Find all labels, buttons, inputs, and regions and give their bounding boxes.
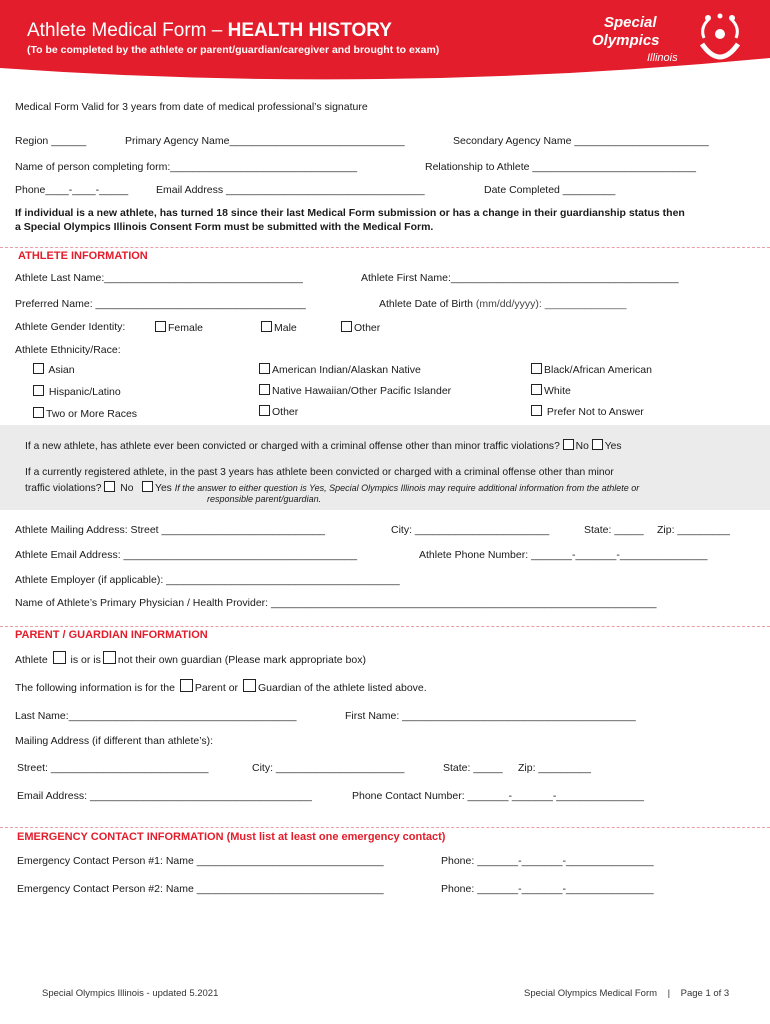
logo-line-3: Illinois bbox=[647, 52, 678, 64]
mailing-zip-field[interactable]: Zip: _________ bbox=[657, 524, 730, 536]
checkbox-icon[interactable] bbox=[33, 407, 44, 418]
emergency-phone-1-field[interactable]: Phone: _______-_______-_______________ bbox=[441, 855, 654, 867]
checkbox-icon[interactable] bbox=[531, 405, 542, 416]
header-banner bbox=[0, 0, 770, 82]
criminal-question-2-line-1: If a currently registered athlete, in the past 3 years has athlete been convicted or charged with a criminal offense other than minor bbox=[25, 467, 614, 478]
emergency-person-2-field[interactable]: Emergency Contact Person #2: Name ________________________________ bbox=[17, 883, 384, 895]
date-completed-field[interactable]: Date Completed _________ bbox=[484, 184, 616, 196]
ethnicity-label: Athlete Ethnicity/Race: bbox=[15, 344, 121, 356]
checkbox-icon[interactable] bbox=[155, 321, 166, 332]
guardian-state-field[interactable]: State: _____ bbox=[443, 762, 503, 774]
athlete-section-heading: ATHLETE INFORMATION bbox=[18, 250, 148, 262]
checkbox-icon[interactable] bbox=[259, 384, 270, 395]
emergency-phone-2-field[interactable]: Phone: _______-_______-_______________ bbox=[441, 883, 654, 895]
guardian-zip-field[interactable]: Zip: _________ bbox=[518, 762, 591, 774]
ethnicity-asian-option[interactable]: Asian bbox=[33, 363, 75, 376]
checkbox-icon[interactable] bbox=[180, 679, 193, 692]
guardian-street-field[interactable]: Street: ___________________________ bbox=[17, 762, 209, 774]
criminal-question-1: If a new athlete, has athlete ever been convicted or charged with a criminal offense other than minor traffic violations? No Yes bbox=[25, 441, 622, 452]
person-completing-field[interactable]: Name of person completing form:________________________________ bbox=[15, 161, 358, 173]
checkbox-icon[interactable] bbox=[33, 363, 44, 374]
guardian-email-field[interactable]: Email Address: ______________________________________ bbox=[17, 790, 312, 802]
logo-line-2: Olympics bbox=[592, 32, 660, 49]
gender-label: Athlete Gender Identity: bbox=[15, 321, 126, 333]
ethnicity-white-option[interactable]: White bbox=[531, 384, 571, 397]
guardian-phone-field[interactable]: Phone Contact Number: _______-_______-_______________ bbox=[352, 790, 644, 802]
gender-female-option[interactable]: Female bbox=[155, 321, 203, 334]
checkbox-icon[interactable] bbox=[563, 439, 574, 450]
form-title: Athlete Medical Form – HEALTH HISTORY bbox=[27, 20, 392, 41]
ethnicity-pacific-islander-option[interactable]: Native Hawaiian/Other Pacific Islander bbox=[259, 384, 451, 397]
checkbox-icon[interactable] bbox=[261, 321, 272, 332]
guardian-city-field[interactable]: City: ______________________ bbox=[252, 762, 405, 774]
checkbox-icon[interactable] bbox=[592, 439, 603, 450]
emergency-section-heading: EMERGENCY CONTACT INFORMATION (Must list at least one emergency contact) bbox=[17, 831, 446, 843]
region-field[interactable]: Region ______ bbox=[15, 135, 87, 147]
dob-field[interactable]: Athlete Date of Birth (mm/dd/yyyy): ______________ bbox=[379, 298, 627, 310]
mailing-street-field[interactable]: Athlete Mailing Address: Street ____________________________ bbox=[15, 524, 326, 536]
relationship-field[interactable]: Relationship to Athlete ____________________________ bbox=[425, 161, 696, 173]
consent-notice-line-1: If individual is a new athlete, has turned 18 since their last Medical Form submission or has a change in their guardianship status then bbox=[15, 207, 685, 219]
checkbox-icon[interactable] bbox=[531, 384, 542, 395]
section-divider bbox=[0, 626, 770, 628]
special-olympics-logo bbox=[592, 10, 752, 74]
gender-other-option[interactable]: Other bbox=[341, 321, 380, 334]
consent-notice-line-2: a Special Olympics Illinois Consent Form must be submitted with the Medical Form. bbox=[15, 221, 434, 233]
phone-field[interactable]: Phone____-____-_____ bbox=[15, 184, 129, 196]
own-guardian-line: Athlete is or is not their own guardian (Please mark appropriate box) bbox=[15, 651, 366, 666]
gender-male-option[interactable]: Male bbox=[261, 321, 297, 334]
preferred-name-field[interactable]: Preferred Name: ____________________________________ bbox=[15, 298, 306, 310]
emergency-person-1-field[interactable]: Emergency Contact Person #1: Name ________________________________ bbox=[17, 855, 384, 867]
guardian-first-name-field[interactable]: First Name: ________________________________________ bbox=[345, 710, 636, 722]
ethnicity-american-indian-option[interactable]: American Indian/Alaskan Native bbox=[259, 363, 421, 376]
guardian-section-heading: PARENT / GUARDIAN INFORMATION bbox=[15, 629, 208, 641]
ethnicity-hispanic-option[interactable]: Hispanic/Latino bbox=[33, 385, 121, 398]
athlete-last-name-field[interactable]: Athlete Last Name:__________________________________ bbox=[15, 272, 303, 284]
primary-agency-field[interactable]: Primary Agency Name______________________________ bbox=[125, 135, 405, 147]
footer-left: Special Olympics Illinois - updated 5.2021 bbox=[42, 988, 219, 999]
athlete-email-field[interactable]: Athlete Email Address: ________________________________________ bbox=[15, 549, 358, 561]
checkbox-icon[interactable] bbox=[33, 385, 44, 396]
mailing-state-field[interactable]: State: _____ bbox=[584, 524, 644, 536]
logo-figure-icon bbox=[694, 10, 746, 72]
section-divider bbox=[0, 247, 770, 249]
ethnicity-black-option[interactable]: Black/African American bbox=[531, 363, 652, 376]
checkbox-icon[interactable] bbox=[259, 363, 270, 374]
athlete-phone-field[interactable]: Athlete Phone Number: _______-_______-_______________ bbox=[419, 549, 708, 561]
form-subtitle: (To be completed by the athlete or parent/guardian/caregiver and brought to exam) bbox=[27, 44, 440, 56]
athlete-employer-field[interactable]: Athlete Employer (if applicable): ________________________________________ bbox=[15, 574, 400, 586]
criminal-question-2-line-2: traffic violations? No Yes If the answer to either question is Yes, Special Olympics Illinois may require additional information from the athlete or bbox=[25, 483, 640, 494]
ethnicity-two-or-more-option[interactable]: Two or More Races bbox=[33, 407, 137, 420]
ethnicity-other-option[interactable]: Other bbox=[259, 405, 298, 418]
email-field[interactable]: Email Address __________________________________ bbox=[156, 184, 425, 196]
logo-line-1: Special bbox=[604, 14, 657, 31]
parent-or-guardian-line: The following information is for the Parent or Guardian of the athlete listed above. bbox=[15, 679, 427, 694]
checkbox-icon[interactable] bbox=[103, 651, 116, 664]
physician-field[interactable]: Name of Athlete’s Primary Physician / Health Provider: __________________________________________________________________ bbox=[15, 597, 657, 609]
footer-right: Special Olympics Medical Form | Page 1 of 3 bbox=[524, 988, 730, 999]
guardian-mailing-label: Mailing Address (if different than athlete’s): bbox=[15, 735, 214, 747]
checkbox-icon[interactable] bbox=[341, 321, 352, 332]
ethnicity-prefer-not-option[interactable]: Prefer Not to Answer bbox=[531, 405, 644, 418]
checkbox-icon[interactable] bbox=[53, 651, 66, 664]
mailing-city-field[interactable]: City: _______________________ bbox=[391, 524, 550, 536]
checkbox-icon[interactable] bbox=[104, 481, 115, 492]
athlete-first-name-field[interactable]: Athlete First Name:_______________________________________ bbox=[361, 272, 679, 284]
checkbox-icon[interactable] bbox=[142, 481, 153, 492]
secondary-agency-field[interactable]: Secondary Agency Name _______________________ bbox=[453, 135, 709, 147]
checkbox-icon[interactable] bbox=[259, 405, 270, 416]
criminal-note-line-2: responsible parent/guardian. bbox=[207, 494, 322, 504]
checkbox-icon[interactable] bbox=[531, 363, 542, 374]
section-divider bbox=[0, 827, 770, 829]
validity-note: Medical Form Valid for 3 years from date of medical professional’s signature bbox=[15, 101, 368, 113]
checkbox-icon[interactable] bbox=[243, 679, 256, 692]
guardian-last-name-field[interactable]: Last Name:_______________________________________ bbox=[15, 710, 297, 722]
